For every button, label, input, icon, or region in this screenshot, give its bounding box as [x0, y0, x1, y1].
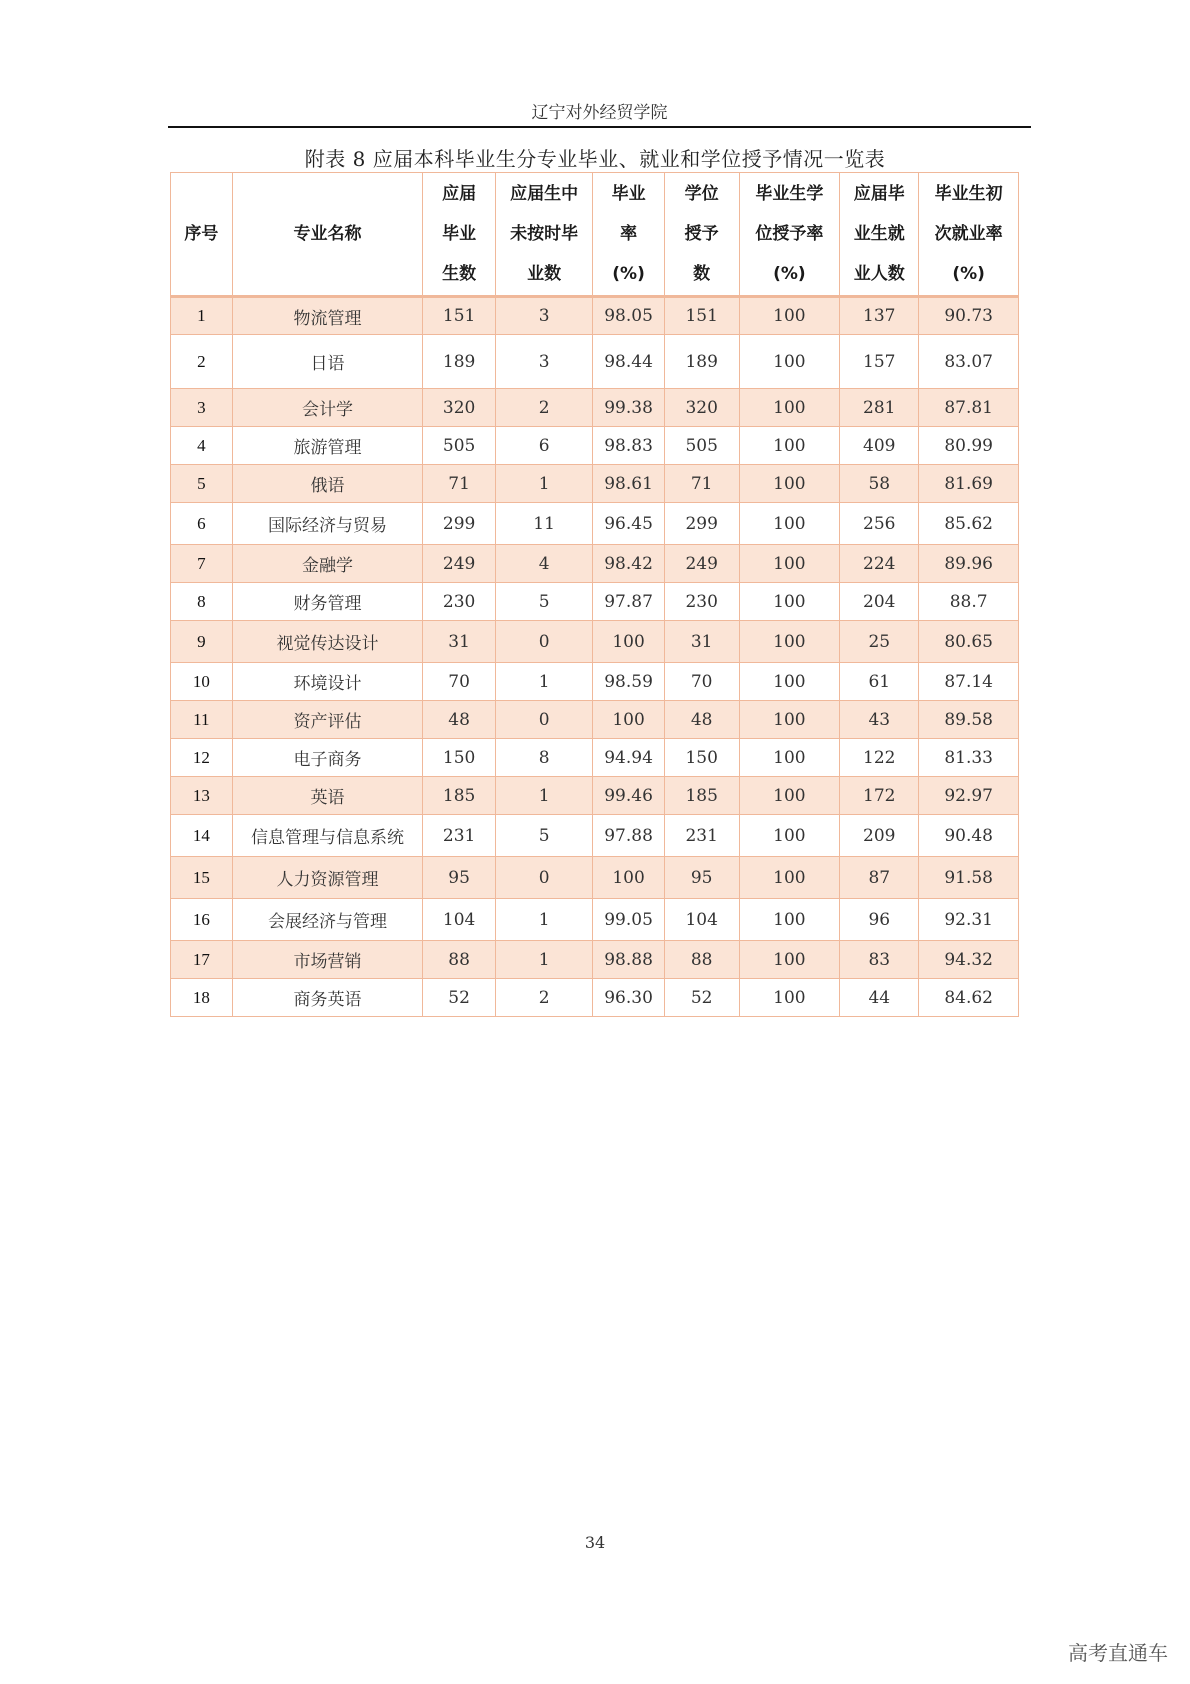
table-cell: 230	[423, 583, 496, 621]
row-number: 3	[171, 389, 233, 427]
table-cell: 150	[423, 739, 496, 777]
major-name: 信息管理与信息系统	[232, 815, 423, 857]
page-number: 34	[584, 1533, 606, 1552]
table-cell: 96	[840, 899, 919, 941]
row-number: 12	[171, 739, 233, 777]
table-cell: 88.7	[919, 583, 1019, 621]
column-header-line: 业生就	[853, 224, 905, 244]
table-cell: 151	[664, 297, 739, 335]
table-row	[171, 979, 1019, 1017]
table-cell: 209	[840, 815, 919, 857]
column-header	[840, 173, 919, 297]
table-cell: 224	[840, 545, 919, 583]
table-cell: 98.59	[593, 663, 664, 701]
table-cell: 98.61	[593, 465, 664, 503]
table-cell: 100	[739, 465, 840, 503]
major-name: 视觉传达设计	[232, 621, 423, 663]
column-header-line: 应届毕	[853, 184, 905, 204]
table-cell: 31	[664, 621, 739, 663]
table-cell: 100	[739, 297, 840, 335]
table-cell: 71	[423, 465, 496, 503]
table-cell: 98.05	[593, 297, 664, 335]
table-caption: 附表 8 应届本科毕业生分专业毕业、就业和学位授予情况一览表	[304, 147, 886, 171]
table-row	[171, 777, 1019, 815]
table-cell: 189	[423, 335, 496, 389]
table-cell: 31	[423, 621, 496, 663]
table-cell: 88	[423, 941, 496, 979]
column-header	[423, 173, 496, 297]
table-cell: 98.44	[593, 335, 664, 389]
row-number: 17	[171, 941, 233, 979]
major-name: 物流管理	[232, 297, 423, 335]
table-cell: 2	[495, 979, 592, 1017]
table-cell: 299	[423, 503, 496, 545]
table-cell: 91.58	[919, 857, 1019, 899]
table-cell: 100	[739, 335, 840, 389]
table-cell: 89.96	[919, 545, 1019, 583]
column-header-line: 生数	[442, 264, 477, 284]
header-rule	[168, 126, 1031, 128]
table-cell: 249	[423, 545, 496, 583]
table-cell: 83	[840, 941, 919, 979]
row-number: 16	[171, 899, 233, 941]
column-header-line: 次就业率	[934, 224, 1003, 244]
watermark-text: 高考直通车	[1068, 1641, 1168, 1665]
table-cell: 231	[423, 815, 496, 857]
table-cell: 98.88	[593, 941, 664, 979]
table-row	[171, 941, 1019, 979]
row-number: 15	[171, 857, 233, 899]
table-cell: 70	[423, 663, 496, 701]
table-cell: 48	[664, 701, 739, 739]
table-row	[171, 465, 1019, 503]
table-cell: 1	[495, 663, 592, 701]
table-cell: 151	[423, 297, 496, 335]
table-cell: 96.45	[593, 503, 664, 545]
table-cell: 96.30	[593, 979, 664, 1017]
table-row	[171, 663, 1019, 701]
row-number: 7	[171, 545, 233, 583]
table-cell: 189	[664, 335, 739, 389]
table-cell: 409	[840, 427, 919, 465]
column-header	[232, 173, 423, 297]
table-cell: 90.48	[919, 815, 1019, 857]
table-cell: 95	[664, 857, 739, 899]
table-cell: 3	[495, 297, 592, 335]
table-cell: 44	[840, 979, 919, 1017]
table-cell: 43	[840, 701, 919, 739]
table-cell: 71	[664, 465, 739, 503]
table-cell: 100	[739, 663, 840, 701]
table-cell: 2	[495, 389, 592, 427]
major-name: 英语	[232, 777, 423, 815]
table-cell: 249	[664, 545, 739, 583]
graduation-table	[170, 172, 1019, 1017]
table-cell: 5	[495, 583, 592, 621]
table-cell: 52	[664, 979, 739, 1017]
table-cell: 100	[739, 857, 840, 899]
major-name: 人力资源管理	[232, 857, 423, 899]
table-cell: 89.58	[919, 701, 1019, 739]
table-cell: 100	[593, 701, 664, 739]
table-cell: 100	[739, 503, 840, 545]
table-cell: 99.46	[593, 777, 664, 815]
row-number: 13	[171, 777, 233, 815]
table-cell: 6	[495, 427, 592, 465]
table-row	[171, 545, 1019, 583]
table-cell: 90.73	[919, 297, 1019, 335]
column-header-line: (%)	[773, 264, 806, 284]
row-number: 2	[171, 335, 233, 389]
table-cell: 100	[593, 621, 664, 663]
major-name: 国际经济与贸易	[232, 503, 423, 545]
table-cell: 84.62	[919, 979, 1019, 1017]
table-cell: 320	[423, 389, 496, 427]
table-cell: 100	[739, 583, 840, 621]
table-cell: 80.65	[919, 621, 1019, 663]
row-number: 8	[171, 583, 233, 621]
table-cell: 100	[739, 941, 840, 979]
table-cell: 299	[664, 503, 739, 545]
table-cell: 137	[840, 297, 919, 335]
table-cell: 104	[423, 899, 496, 941]
major-name: 日语	[232, 335, 423, 389]
table-row	[171, 621, 1019, 663]
table-row	[171, 739, 1019, 777]
table-cell: 231	[664, 815, 739, 857]
column-header-line: 业人数	[853, 264, 905, 284]
column-header	[495, 173, 592, 297]
table-cell: 52	[423, 979, 496, 1017]
table-cell: 3	[495, 335, 592, 389]
table-cell: 100	[739, 427, 840, 465]
column-header-line: 位授予率	[755, 224, 824, 244]
table-cell: 87.81	[919, 389, 1019, 427]
table-cell: 97.88	[593, 815, 664, 857]
column-header-line: 学位	[684, 184, 719, 204]
table-cell: 98.42	[593, 545, 664, 583]
table-cell: 87.14	[919, 663, 1019, 701]
column-header-line: 毕业	[611, 184, 646, 204]
major-name: 环境设计	[232, 663, 423, 701]
column-header-line: 业数	[527, 264, 562, 284]
column-header-line: 应届	[442, 184, 477, 204]
row-number: 9	[171, 621, 233, 663]
column-header-line: 数	[693, 264, 711, 284]
table-cell: 5	[495, 815, 592, 857]
table-row	[171, 503, 1019, 545]
major-name: 俄语	[232, 465, 423, 503]
table-row	[171, 297, 1019, 335]
table-cell: 100	[739, 701, 840, 739]
table-cell: 100	[739, 979, 840, 1017]
table-cell: 281	[840, 389, 919, 427]
table-cell: 100	[739, 815, 840, 857]
column-header	[593, 173, 664, 297]
table-cell: 0	[495, 701, 592, 739]
table-row	[171, 701, 1019, 739]
table-cell: 1	[495, 777, 592, 815]
column-header-line: 率	[620, 224, 638, 244]
table-cell: 88	[664, 941, 739, 979]
table-cell: 81.33	[919, 739, 1019, 777]
major-name: 商务英语	[232, 979, 423, 1017]
table-cell: 204	[840, 583, 919, 621]
column-header-line: 毕业生学	[755, 184, 824, 204]
table-row	[171, 583, 1019, 621]
table-cell: 1	[495, 899, 592, 941]
table-cell: 99.38	[593, 389, 664, 427]
row-number: 6	[171, 503, 233, 545]
table-cell: 94.32	[919, 941, 1019, 979]
table-cell: 48	[423, 701, 496, 739]
table-cell: 1	[495, 941, 592, 979]
table-cell: 8	[495, 739, 592, 777]
table-header-row	[171, 173, 1019, 297]
column-header-line: 毕业	[442, 224, 477, 244]
column-header	[739, 173, 840, 297]
row-number: 10	[171, 663, 233, 701]
column-header	[664, 173, 739, 297]
column-header-line: 序号	[184, 224, 219, 244]
table-cell: 70	[664, 663, 739, 701]
table-cell: 505	[664, 427, 739, 465]
table-cell: 85.62	[919, 503, 1019, 545]
table-cell: 81.69	[919, 465, 1019, 503]
column-header-line: (%)	[612, 264, 645, 284]
table-cell: 98.83	[593, 427, 664, 465]
table-cell: 256	[840, 503, 919, 545]
table-cell: 61	[840, 663, 919, 701]
table-cell: 80.99	[919, 427, 1019, 465]
column-header-line: 应届生中	[510, 184, 579, 204]
table-cell: 185	[423, 777, 496, 815]
table-cell: 230	[664, 583, 739, 621]
table-cell: 157	[840, 335, 919, 389]
table-row	[171, 389, 1019, 427]
table-cell: 100	[593, 857, 664, 899]
major-name: 财务管理	[232, 583, 423, 621]
table-cell: 320	[664, 389, 739, 427]
row-number: 5	[171, 465, 233, 503]
table-cell: 1	[495, 465, 592, 503]
table-cell: 505	[423, 427, 496, 465]
column-header-line: 授予	[684, 224, 719, 244]
column-header	[919, 173, 1019, 297]
table-cell: 100	[739, 899, 840, 941]
table-cell: 100	[739, 621, 840, 663]
column-header-line: 毕业生初	[934, 184, 1003, 204]
table-cell: 83.07	[919, 335, 1019, 389]
table-row	[171, 335, 1019, 389]
table-cell: 100	[739, 777, 840, 815]
table-cell: 100	[739, 545, 840, 583]
table-cell: 87	[840, 857, 919, 899]
major-name: 金融学	[232, 545, 423, 583]
table-cell: 104	[664, 899, 739, 941]
major-name: 电子商务	[232, 739, 423, 777]
row-number: 1	[171, 297, 233, 335]
column-header-line: (%)	[952, 264, 985, 284]
major-name: 会计学	[232, 389, 423, 427]
table-cell: 58	[840, 465, 919, 503]
table-cell: 150	[664, 739, 739, 777]
table-body	[171, 297, 1019, 1017]
table-cell: 95	[423, 857, 496, 899]
document-header-title: 辽宁对外经贸学院	[531, 103, 668, 123]
table-row	[171, 857, 1019, 899]
row-number: 18	[171, 979, 233, 1017]
major-name: 旅游管理	[232, 427, 423, 465]
table-cell: 92.97	[919, 777, 1019, 815]
major-name: 资产评估	[232, 701, 423, 739]
table-cell: 100	[739, 389, 840, 427]
major-name: 市场营销	[232, 941, 423, 979]
table-cell: 4	[495, 545, 592, 583]
row-number: 14	[171, 815, 233, 857]
major-name: 会展经济与管理	[232, 899, 423, 941]
table-cell: 25	[840, 621, 919, 663]
column-header-line: 专业名称	[293, 224, 362, 244]
row-number: 4	[171, 427, 233, 465]
table-cell: 94.94	[593, 739, 664, 777]
table-row	[171, 427, 1019, 465]
table-cell: 0	[495, 857, 592, 899]
table-cell: 97.87	[593, 583, 664, 621]
table-cell: 122	[840, 739, 919, 777]
table-cell: 99.05	[593, 899, 664, 941]
table-cell: 11	[495, 503, 592, 545]
table-cell: 185	[664, 777, 739, 815]
column-header-line: 未按时毕	[510, 224, 579, 244]
row-number: 11	[171, 701, 233, 739]
table-row	[171, 815, 1019, 857]
table-cell: 0	[495, 621, 592, 663]
table-cell: 100	[739, 739, 840, 777]
column-header	[171, 173, 233, 297]
table-cell: 92.31	[919, 899, 1019, 941]
table-row	[171, 899, 1019, 941]
table-cell: 172	[840, 777, 919, 815]
